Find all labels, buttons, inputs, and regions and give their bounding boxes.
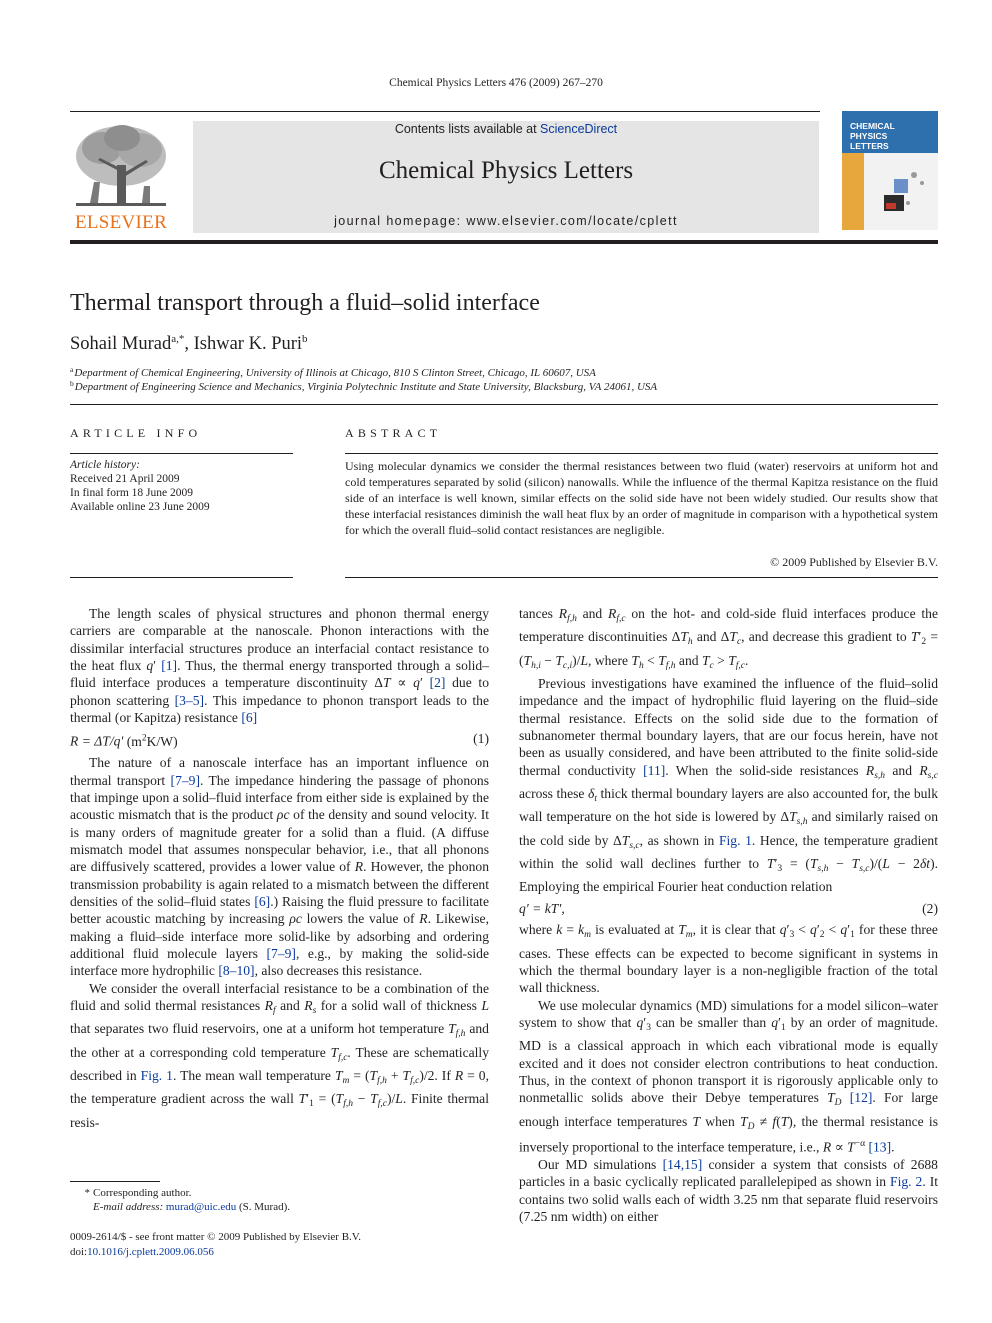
copyright-notice: © 2009 Published by Elsevier B.V. xyxy=(770,555,938,569)
journal-homepage xyxy=(193,214,819,228)
equation-2: q′ = kT′, (2) xyxy=(519,900,938,916)
footnote-rule xyxy=(70,1181,160,1182)
body-paragraph: Our MD simulations [14,15] consider a system that consists of 2688 particles in a basic cyclically replicated parallelepiped as shown in Fig. 2. It contains two solid walls each of width 3.25 nm that separate fluid reservoirs (7.25 nm width) on either xyxy=(519,1156,938,1224)
journal-reference: Chemical Physics Letters 476 (2009) 267–270 xyxy=(389,77,603,89)
history-label: Article history: xyxy=(70,459,140,471)
contents-prefix: Contents lists available at xyxy=(394,122,541,136)
author-list xyxy=(70,333,308,355)
body-column-left xyxy=(70,605,489,1131)
affiliation-rule xyxy=(70,404,938,405)
affiliation-b: $^b$Department of Engineering Science and Mechanics, Virginia Polytechnic Institute and State University, Blacksburg, VA 24061, USA xyxy=(70,379,658,393)
abstract-heading: ABSTRACT xyxy=(345,426,442,440)
citation-link[interactable]: [7–9] xyxy=(266,946,296,962)
history-revised: In final form 18 June 2009 xyxy=(70,487,193,499)
article-info-rule xyxy=(70,453,293,454)
elsevier-wordmark: ELSEVIER xyxy=(74,212,168,233)
equation-1: R = ΔT/q′ $(m^2K/W)$ (1) xyxy=(70,731,489,749)
header-top-rule xyxy=(70,111,820,112)
body-paragraph: We use molecular dynamics (MD) simulations for a model silicon–water system to show that $q'_3$ can be smaller than $q'_1$ by an order of magnitude. MD is a classical approach in which each vibrational mode is equally excited and it does not consider electron contributions to heat conduction. Thus, in the context of phonon transport it is rigorously applicable only to nonmetallic solids above their Debye temperatures $T_D$ [12]. For large enough interface temperatures T when $T_D \ne f(T)$, the thermal resistance is inversely proportional to the interface temperature, i.e., $R \propto T^{-\alpha}$ [13]. xyxy=(519,997,939,1155)
article-info-bottom-rule xyxy=(70,577,293,578)
author-name[interactable]: Ishwar K. Puri xyxy=(193,334,303,354)
email-label: E-mail address: xyxy=(93,1201,166,1213)
figure-link[interactable]: Fig. 1 xyxy=(718,832,752,848)
citation-link[interactable]: [3–5] xyxy=(174,692,205,708)
header-thick-rule xyxy=(70,240,938,244)
citation-link[interactable]: [6] xyxy=(254,894,271,910)
homepage-link[interactable]: www.elsevier.com/locate/cplett xyxy=(466,214,678,228)
body-column-right xyxy=(519,605,938,1225)
email-link[interactable]: murad@uic.edu xyxy=(165,1201,237,1213)
journal-masthead xyxy=(193,121,819,233)
footnote-corresponding: * Corresponding author. xyxy=(84,1187,192,1199)
affiliation-a: $^a$Department of Chemical Engineering, University of Illinois at Chicago, 810 S Clinton Street, Chicago, IL 60607, USA xyxy=(70,365,596,379)
body-paragraph: Previous investigations have examined the influence of the fluid–solid impedance and the impact of hydrophilic fluid layering on the fluid–side thermal resistance. Effects on the solid side due to the formation of subnanometer thermal boundary layers, that are our focus herein, have not been as usually considered, and have been attributed to the finite solid-side thermal conductivity [11]. When the solid-side resistances $R_{s,h}$ and $R_{s,c}$ across these $\delta_t$ thick thermal boundary layers are also accounted for, the bulk wall temperature on the hot side is lowered by $\Delta T_{s,h}$ and similarly raised on the cold side by $\Delta T_{s,c}$, as shown in Fig. 1. Hence, the temperature gradient within the solid wall declines further to $T'_3 = (T_{s,h} - T_{s,c})/(L - 2\delta t)$. Employing the empirical Fourier heat conduction relation xyxy=(519,676,938,895)
figure-link[interactable]: Fig. 1 xyxy=(140,1068,173,1084)
cover-title: CHEMICAL PHYSICS LETTERS xyxy=(850,121,895,151)
article-history xyxy=(70,458,210,514)
cover-image xyxy=(864,153,938,230)
author-separator: , xyxy=(184,334,194,354)
citation-link[interactable]: [12] xyxy=(849,1090,873,1106)
homepage-prefix: journal homepage: xyxy=(334,214,467,228)
author-affiliation-mark[interactable]: a,* xyxy=(171,333,185,345)
footnote-email: E-mail address: murad@uic.edu (S. Murad). xyxy=(93,1201,291,1213)
body-paragraph: The nature of a nanoscale interface has an important influence on thermal transport [7–9]. The impedance hindering the passage of phonons that impinge upon a solid–fluid interface from either side is explained by the acoustic mismatch that is the product ρc of the density and sound velocity. It is many orders of magnitude greater for a solid than a fluid. (A diffuse mismatch model that assumes nonspecular behavior, i.e., that all phonons are diffusively scattered, provides a lower value of R. However, the phonon transmission probability is again related to a mismatch between the different densities of the solid–fluid states [6].) Raising the fluid pressure to facilitate better acoustic matching by increasing ρc lowers the value of R. Likewise, making a fluid–side interface more solid-like by adsorbing and ordering additional fluid molecule layers [7–9], e.g., by making the solid-side interface more hydrophilic [8–10], also decreases this resistance. xyxy=(70,755,489,979)
author-affiliation-mark[interactable]: b xyxy=(302,333,308,345)
sciencedirect-link[interactable]: ScienceDirect xyxy=(540,122,618,136)
body-paragraph: tances $R_{f,h}$ and $R_{f,c}$ on the hot- and cold-side fluid interfaces produce the temperature discontinuities $\Delta T_h$ and $\Delta T_c$, and decrease this gradient to $T'_2 = (T_{h,i} - T_{c,i})/L$, where $T_h < T_{f,h}$ and $T_c > T_{f,c}$. xyxy=(519,606,939,671)
abstract-rule xyxy=(345,453,938,454)
contents-line xyxy=(193,121,819,136)
article-info-heading: ARTICLE INFO xyxy=(70,426,202,440)
history-online: Available online 23 June 2009 xyxy=(70,501,210,513)
abstract-text: Using molecular dynamics we consider the thermal resistances between two fluid (water) reservoirs at uniform hot and cold temperatures separated by solid (silicon) nanowalls. While the influence of the thermal Kapitza resistance on the fluid side of an interface is well known, similar effects on the solid side have not been widely studied. Our results show that these interfacial resistances diminish the wall heat flux by an order of magnitude in comparison with a hypothetical system for which the overall fluid–solid contact resistances are negligible. xyxy=(345,459,938,537)
citation-link[interactable]: [2] xyxy=(429,675,446,691)
issn-line: 0009-2614/$ - see front matter © 2009 Published by Elsevier B.V. xyxy=(70,1231,362,1243)
body-paragraph: The length scales of physical structures and phonon thermal energy carriers are comparable at the nanoscale. Phonon interactions with the dissimilar interfacial structures produce an interfacial contact resistance to the heat flux q′ [1]. Thus, the thermal energy transported through a solid–fluid interface produces a temperature discontinuity ΔT ∝ q′ [2] due to phonon scattering [3–5]. This impedance to phonon transport leads to the thermal (or Kapitza) resistance [6] xyxy=(70,606,490,726)
citation-link[interactable]: [13] xyxy=(868,1139,892,1155)
doi-line: doi:10.1016/j.cplett.2009.06.056 xyxy=(70,1246,214,1258)
cover-strip xyxy=(842,153,864,230)
citation-link[interactable]: [8–10] xyxy=(218,963,255,979)
body-paragraph: where $k = k_m$ is evaluated at $T_m$, it is clear that $q'_3 < q'_2 < q'_1$ for these three cases. These effects can be expected to become significant in systems in which the thermal boundary layer is a non-negligible fraction of the total wall thickness. xyxy=(519,922,938,996)
journal-title: Chemical Physics Letters xyxy=(378,157,634,184)
citation-link[interactable]: [1] xyxy=(161,658,178,674)
body-paragraph: We consider the overall interfacial resistance to be a combination of the fluid and solid thermal resistances $R_f$ and $R_s$ for a solid wall of thickness L that separates two fluid reservoirs, one at a uniform hot temperature $T_{f,h}$ and the other at a corresponding cold temperature $T_{f,c}$. These are schematically described in Fig. 1. The mean wall temperature $T_m = (T_{f,h} + T_{f,c})/2$. If R = 0, the temperature gradient across the wall $T'_1 = (T_{f,h} - T_{f,c})/L$. Finite thermal resis- xyxy=(70,980,489,1130)
journal-cover-thumbnail[interactable] xyxy=(842,111,938,230)
issn-doi-block xyxy=(70,1230,361,1260)
abstract-bottom-rule xyxy=(345,577,938,578)
author-name[interactable]: Sohail Murad xyxy=(70,334,172,354)
figure-link[interactable]: Fig. 2 xyxy=(890,1174,923,1190)
citation-link[interactable]: [14,15] xyxy=(662,1156,703,1172)
article-title: Thermal transport through a fluid–solid interface xyxy=(70,290,540,316)
doi-link[interactable]: 10.1016/j.cplett.2009.06.056 xyxy=(87,1246,214,1258)
citation-link[interactable]: [7–9] xyxy=(170,772,200,788)
citation-link[interactable]: [6] xyxy=(241,710,258,726)
history-received: Received 21 April 2009 xyxy=(70,473,180,485)
citation-link[interactable]: [11] xyxy=(643,762,666,778)
